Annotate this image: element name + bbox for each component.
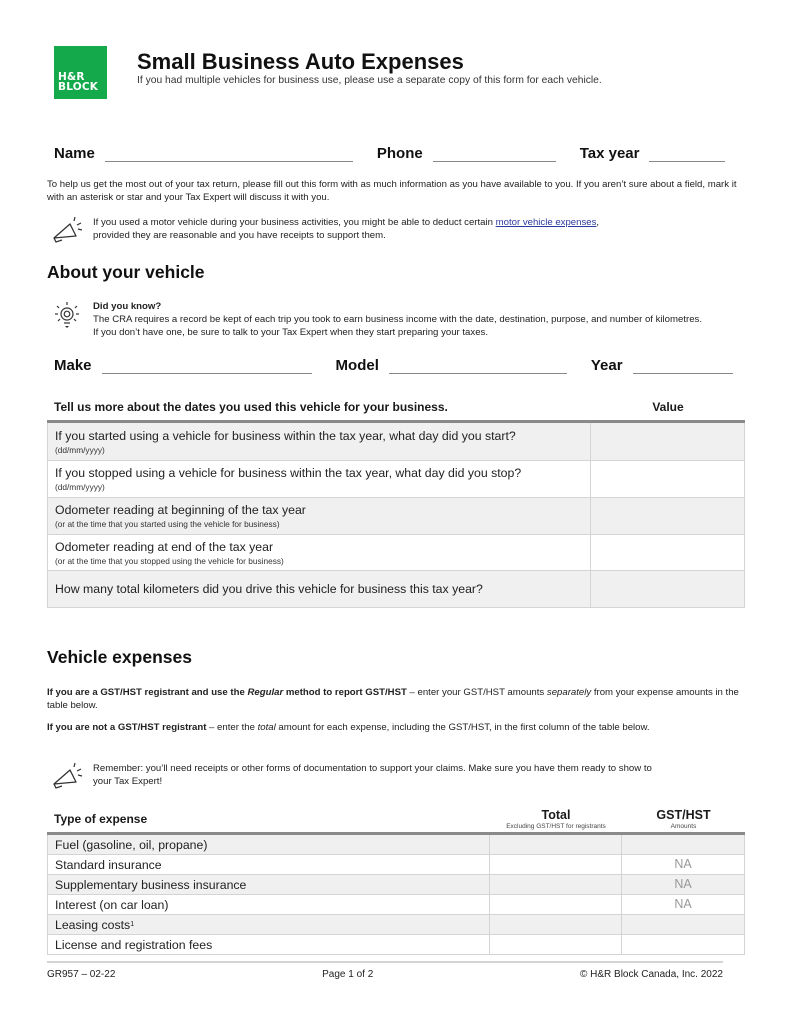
vehicle-dates-table <box>47 400 745 608</box>
dates-header: Tell us more about the dates you used this vehicle for your business. <box>54 400 448 414</box>
year-field[interactable] <box>633 360 733 374</box>
page-footer <box>47 961 723 980</box>
registrant-instructions <box>47 686 747 712</box>
megaphone-icon <box>50 762 86 792</box>
table-row <box>47 498 745 535</box>
license-gst-input[interactable] <box>621 935 744 954</box>
vehicle-info-row <box>54 357 744 374</box>
stop-date-input[interactable] <box>590 461 744 497</box>
leasing-total-input[interactable] <box>489 915 621 934</box>
expenses-table <box>47 808 745 955</box>
page-subtitle: If you had multiple vehicles for business use, please use a separate copy of this form for each vehicle. <box>137 75 602 86</box>
lightbulb-icon <box>52 300 82 330</box>
tax-year-field[interactable] <box>649 148 725 162</box>
phone-field[interactable] <box>433 148 556 162</box>
standard-insurance-total-input[interactable] <box>489 855 621 874</box>
hr-block-logo <box>54 46 107 99</box>
gst-header-label: GST/HST <box>656 808 711 822</box>
page-number: Page 1 of 2 <box>322 969 374 980</box>
interest-total-input[interactable] <box>489 895 621 914</box>
table-row <box>47 935 745 955</box>
row-question: How many total kilometers did you drive this vehicle for business this tax year? <box>55 582 483 596</box>
standard-insurance-gst-na: NA <box>621 855 744 874</box>
model-label: Model <box>335 357 379 374</box>
expense-type: License and registration fees <box>55 937 213 952</box>
non-registrant-instructions <box>47 721 747 734</box>
year-label: Year <box>590 357 623 374</box>
table-row <box>47 423 745 461</box>
tip1-text: If you used a motor vehicle during your business activities, you might be able to deduct certain <box>93 217 496 228</box>
copyright: © H&R Block Canada, Inc. 2022 <box>579 969 723 980</box>
table-header <box>47 808 745 835</box>
supplementary-insurance-total-input[interactable] <box>489 875 621 894</box>
model-field[interactable] <box>389 360 567 374</box>
row-question: If you stopped using a vehicle for business within the tax year, what day did you stop? <box>55 466 522 480</box>
tip1-comma: , <box>596 217 600 228</box>
fuel-gst-input[interactable] <box>621 835 744 854</box>
logo-line2: BLOCK <box>58 81 99 93</box>
total-header-label: Total <box>541 808 571 822</box>
client-info-row <box>54 145 744 162</box>
name-label: Name <box>54 145 95 162</box>
start-date-input[interactable] <box>590 423 744 460</box>
expense-type: Fuel (gasoline, oil, propane) <box>55 837 208 852</box>
tax-year-label: Tax year <box>579 145 640 162</box>
para1-text2: from your expense amounts in the table below. <box>47 687 739 711</box>
expense-type: Leasing costs <box>55 917 131 932</box>
para2-text: – enter the <box>206 722 258 733</box>
table-row <box>47 875 745 895</box>
row-question: Odometer reading at end of the tax year <box>55 539 274 554</box>
row-note: (or at the time that you started using the vehicle for business) <box>55 519 280 529</box>
tip-motor-vehicle <box>50 216 599 246</box>
footnote-marker: 1 <box>130 921 135 928</box>
tip-did-you-know <box>52 300 703 339</box>
motor-vehicle-expenses-link[interactable]: motor vehicle expenses <box>495 217 597 228</box>
value-header: Value <box>652 400 684 414</box>
type-header: Type of expense <box>54 812 148 826</box>
phone-label: Phone <box>376 145 423 162</box>
did-you-know-text: The CRA requires a record be kept of each trip you took to earn business income with the date, destination, purpose, and number of kilometres. If you don’t have one, be sure to talk to your Tax Expert when they start preparing your taxes. <box>93 314 703 338</box>
tip1-line2: provided they are reasonable and you have receipts to support them. <box>93 230 386 241</box>
name-field[interactable] <box>105 148 353 162</box>
row-note: (dd/mm/yyyy) <box>55 444 105 455</box>
expense-type: Standard insurance <box>55 857 162 872</box>
intro-text: To help us get the most out of your tax return, please fill out this form with as much information as you have available to you. If you aren’t sure about a field, mark it with an asterisk or star and your Tax Expert will discuss it with you. <box>47 179 737 203</box>
gst-header-sub: Amounts <box>670 823 697 830</box>
fuel-total-input[interactable] <box>489 835 621 854</box>
supplementary-insurance-gst-na: NA <box>621 875 744 894</box>
row-question: Odometer reading at beginning of the tax year <box>55 503 306 517</box>
gst-header <box>622 808 745 830</box>
table-row <box>47 571 745 608</box>
para2-text2: amount for each expense, including the GST/HST, in the first column of the table below. <box>275 722 650 733</box>
para1-separately: separately <box>546 687 592 698</box>
para2-bold: If you are not a GST/HST registrant <box>47 722 207 733</box>
receipts-text: Remember: you’ll need receipts or other forms of documentation to support your claims. Make sure you have them ready to show to your Tax Expert! <box>93 763 652 787</box>
table-row <box>47 535 745 571</box>
table-row <box>47 835 745 855</box>
did-you-know-heading: Did you know? <box>93 301 162 312</box>
row-note: (dd/mm/yyyy) <box>55 482 105 492</box>
para1-bold2: method to report GST/HST <box>283 687 407 698</box>
table-row <box>47 855 745 875</box>
leasing-gst-input[interactable] <box>621 915 744 934</box>
para1-bold: If you are a GST/HST registrant and use the <box>47 687 248 698</box>
page-title: Small Business Auto Expenses <box>137 49 464 74</box>
odometer-start-input[interactable] <box>590 498 744 534</box>
odometer-end-input[interactable] <box>590 535 744 570</box>
total-header-sub: Excluding GST/HST for registrants <box>506 823 606 830</box>
interest-gst-na: NA <box>621 895 744 914</box>
para1-text: – enter your GST/HST amounts <box>406 687 547 698</box>
table-row <box>47 895 745 915</box>
para2-total: total <box>257 722 276 733</box>
megaphone-icon <box>50 216 86 246</box>
form-code: GR957 – 02-22 <box>47 969 116 980</box>
para1-regular: Regular <box>247 687 284 698</box>
make-label: Make <box>54 357 92 374</box>
total-header <box>490 808 622 830</box>
make-field[interactable] <box>102 360 312 374</box>
vehicle-expenses-heading: Vehicle expenses <box>47 647 192 667</box>
row-question: If you started using a vehicle for business within the tax year, what day did you start? <box>55 428 516 443</box>
table-header <box>47 400 745 423</box>
about-vehicle-heading: About your vehicle <box>47 262 205 282</box>
total-km-input[interactable] <box>590 571 744 607</box>
expense-type: Interest (on car loan) <box>55 897 169 912</box>
license-total-input[interactable] <box>489 935 621 954</box>
row-note: (or at the time that you stopped using the vehicle for business) <box>55 555 284 566</box>
expense-type-cell <box>48 915 489 934</box>
table-row <box>47 461 745 498</box>
table-row <box>47 915 745 935</box>
tip-receipts <box>50 762 668 792</box>
logo-line1: H&R <box>58 71 85 83</box>
expense-type: Supplementary business insurance <box>55 877 247 892</box>
